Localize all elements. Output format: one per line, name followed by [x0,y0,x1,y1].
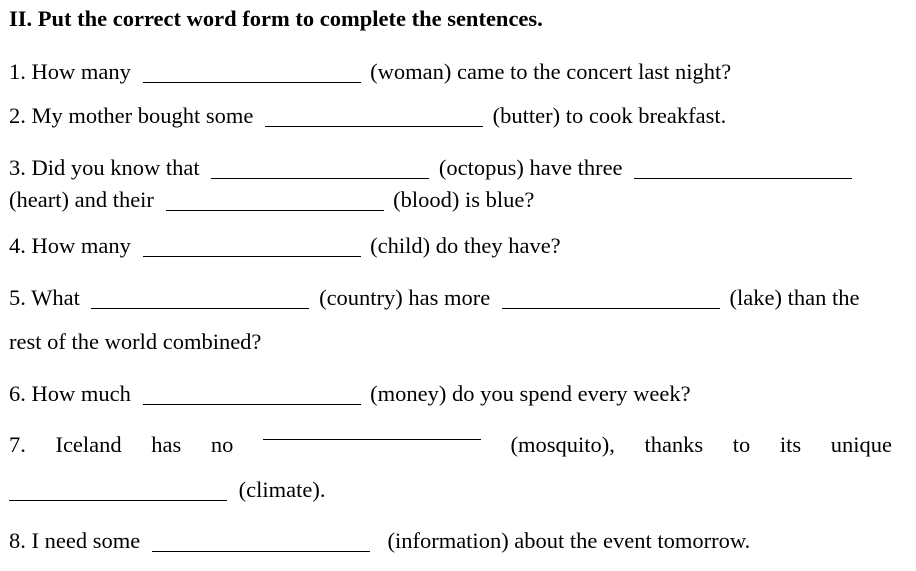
q2-blank[interactable] [265,125,483,127]
q6-blank[interactable] [143,403,361,405]
q1-blank[interactable] [143,81,361,83]
question-6 [9,383,691,406]
question-1 [9,61,731,84]
q3-before: 3. Did you know that [9,155,200,180]
q7-word: thanks [644,432,704,457]
q3-blank-1[interactable] [211,177,429,179]
q5-blank-1[interactable] [91,307,309,309]
q2-before: 2. My mother bought some [9,103,254,128]
q8-blank[interactable] [152,550,370,552]
q3-line2-before: (heart) and their [9,187,154,212]
q7-word: to [732,432,751,457]
q7-word: (mosquito), [510,432,615,457]
question-3-line-2 [9,189,534,212]
q5-blank-2[interactable] [502,307,720,309]
question-8 [9,530,750,553]
q3-line2-after: (blood) is blue? [393,187,535,212]
q5-before: 5. What [9,285,80,310]
q8-before: 8. I need some [9,528,141,553]
q2-after: (butter) to cook breakfast. [492,103,727,128]
q4-before: 4. How many [9,233,131,258]
question-7-line-2 [9,479,325,502]
q6-before: 6. How much [9,381,131,406]
q7-word: its [779,432,802,457]
q3-mid: (octopus) have three [438,155,623,180]
q5-mid: (country) has more [319,285,491,310]
q3-blank-2[interactable] [634,177,852,179]
question-3 [9,157,852,180]
q5-after: (lake) than the [729,285,860,310]
q7-word: has [151,432,182,457]
question-7 [9,434,892,457]
q7-word: unique [830,432,892,457]
q4-blank[interactable] [143,255,361,257]
q3-blank-3[interactable] [166,209,384,211]
q7-word: no [210,432,234,457]
q7-word: Iceland [55,432,122,457]
question-2 [9,105,726,128]
q8-after: (information) about the event tomorrow. [387,528,751,553]
section-title: II. Put the correct word form to complete the sentences. [9,6,543,31]
q7-blank-2[interactable] [9,499,227,501]
q6-after: (money) do you spend every week? [370,381,691,406]
question-5 [9,287,859,310]
q7-word: 7. [9,432,26,457]
q4-after: (child) do they have? [370,233,561,258]
question-4 [9,235,561,258]
q7-line2-after: (climate). [238,477,326,502]
q1-before: 1. How many [9,59,131,84]
question-5-line-2: rest of the world combined? [9,329,262,354]
q7-blank-1[interactable] [263,438,481,440]
q1-after: (woman) came to the concert last night? [370,59,732,84]
